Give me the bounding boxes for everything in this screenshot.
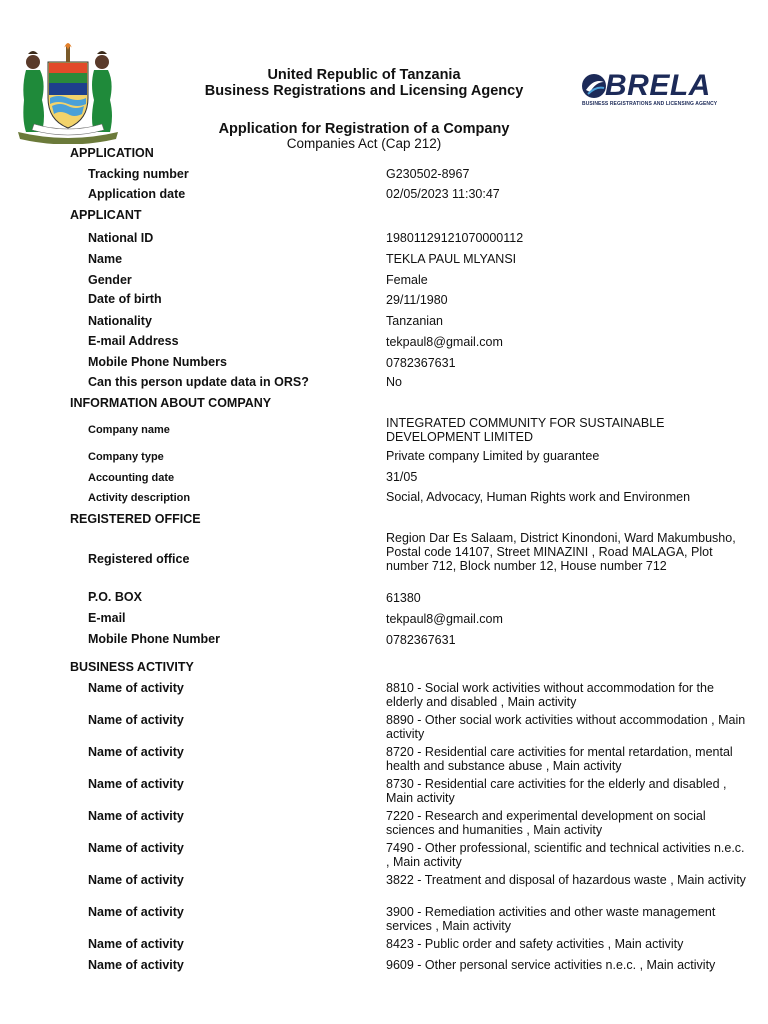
form-title: Application for Registration of a Company bbox=[218, 121, 510, 137]
activity-description-value: Social, Advocacy, Human Rights work and Environmen bbox=[386, 490, 691, 504]
activity-value: 8810 - Social work activities without accommodation for the elderly and disabled , Main activity bbox=[386, 681, 714, 709]
activity-description-label: Activity description bbox=[88, 492, 191, 504]
application-date-label: Application date bbox=[88, 187, 186, 201]
activity-value: 7220 - Research and experimental development on social sciences and humanities , Main activity bbox=[386, 809, 706, 837]
applicant-ors-label: Can this person update data in ORS? bbox=[88, 375, 309, 389]
activity-value: 3900 - Remediation activities and other waste management services , Main activity bbox=[386, 905, 716, 933]
form-subtitle: Companies Act (Cap 212) bbox=[286, 136, 442, 151]
accounting-date-value: 31/05 bbox=[386, 470, 418, 484]
activity-value: 8423 - Public order and safety activities , Main activity bbox=[386, 937, 684, 951]
section-registered-office: REGISTERED OFFICE bbox=[70, 512, 201, 526]
applicant-phone-value: 0782367631 bbox=[386, 356, 456, 370]
application-date-value: 02/05/2023 11:30:47 bbox=[386, 187, 500, 201]
activity-value: 8890 - Other social work activities without accommodation , Main activity bbox=[386, 713, 746, 741]
section-applicant: APPLICANT bbox=[70, 208, 142, 222]
activity-label: Name of activity bbox=[88, 873, 184, 887]
registered-office-value: Region Dar Es Salaam, District Kinondoni, Ward Makumbusho, Postal code 14107, Street MINAZINI , Road MALAGA, Plot number 712, Block number 12, House number 712 bbox=[386, 531, 736, 573]
country-heading: United Republic of Tanzania bbox=[267, 67, 461, 83]
activity-label: Name of activity bbox=[88, 681, 184, 695]
applicant-email-label: E-mail Address bbox=[88, 334, 179, 348]
section-application: APPLICATION bbox=[70, 146, 154, 160]
activity-value: 3822 - Treatment and disposal of hazardous waste , Main activity bbox=[386, 873, 746, 887]
accounting-date-label: Accounting date bbox=[88, 472, 175, 484]
applicant-dob-value: 29/11/1980 bbox=[386, 293, 448, 307]
applicant-phone-label: Mobile Phone Numbers bbox=[88, 355, 227, 369]
brela-logo-text: BRELA bbox=[605, 69, 711, 102]
applicant-gender-label: Gender bbox=[88, 273, 132, 287]
applicant-ors-value: No bbox=[386, 375, 402, 389]
agency-heading: Business Registrations and Licensing Agency bbox=[204, 83, 524, 99]
section-company: INFORMATION ABOUT COMPANY bbox=[70, 396, 272, 410]
registered-office-label: Registered office bbox=[88, 552, 190, 566]
applicant-national-id-value: 19801129121070000112 bbox=[386, 231, 524, 245]
applicant-name-label: Name bbox=[88, 252, 123, 266]
company-type-label: Company type bbox=[88, 451, 164, 463]
activity-label: Name of activity bbox=[88, 958, 184, 972]
applicant-email-value: tekpaul8@gmail.com bbox=[386, 335, 503, 349]
office-phone-label: Mobile Phone Number bbox=[88, 632, 220, 646]
applicant-name-value: TEKLA PAUL MLYANSI bbox=[386, 252, 517, 266]
office-email-label: E-mail bbox=[88, 611, 126, 625]
activity-value: 7490 - Other professional, scientific and technical activities n.e.c. , Main activity bbox=[386, 841, 745, 869]
applicant-gender-value: Female bbox=[386, 273, 428, 287]
applicant-national-id-label: National ID bbox=[88, 231, 154, 245]
activity-label: Name of activity bbox=[88, 745, 184, 759]
tracking-number-value: G230502-8967 bbox=[386, 167, 470, 181]
applicant-nationality-value: Tanzanian bbox=[386, 314, 443, 328]
section-business-activity: BUSINESS ACTIVITY bbox=[70, 660, 194, 674]
activity-value: 9609 - Other personal service activities n.e.c. , Main activity bbox=[386, 958, 716, 972]
activity-label: Name of activity bbox=[88, 905, 184, 919]
activity-label: Name of activity bbox=[88, 809, 184, 823]
applicant-nationality-label: Nationality bbox=[88, 314, 152, 328]
brela-logo-tagline: BUSINESS REGISTRATIONS AND LICENSING AGENCY bbox=[582, 101, 718, 107]
activity-label: Name of activity bbox=[88, 841, 184, 855]
office-email-value: tekpaul8@gmail.com bbox=[386, 612, 503, 626]
activity-value: 8720 - Residential care activities for mental retardation, mental health and substance abuse , Main activity bbox=[386, 745, 733, 773]
company-type-value: Private company Limited by guarantee bbox=[386, 449, 600, 463]
activity-label: Name of activity bbox=[88, 777, 184, 791]
activity-label: Name of activity bbox=[88, 937, 184, 951]
company-name-value: INTEGRATED COMMUNITY FOR SUSTAINABLE DEVELOPMENT LIMITED bbox=[386, 416, 665, 444]
activity-label: Name of activity bbox=[88, 713, 184, 727]
activity-value: 8730 - Residential care activities for the elderly and disabled , Main activity bbox=[386, 777, 727, 805]
applicant-dob-label: Date of birth bbox=[88, 292, 162, 306]
po-box-label: P.O. BOX bbox=[88, 590, 142, 604]
company-name-label: Company name bbox=[88, 424, 170, 436]
po-box-value: 61380 bbox=[386, 591, 421, 605]
tracking-number-label: Tracking number bbox=[88, 167, 189, 181]
office-phone-value: 0782367631 bbox=[386, 633, 456, 647]
brela-logo-icon bbox=[580, 72, 608, 100]
